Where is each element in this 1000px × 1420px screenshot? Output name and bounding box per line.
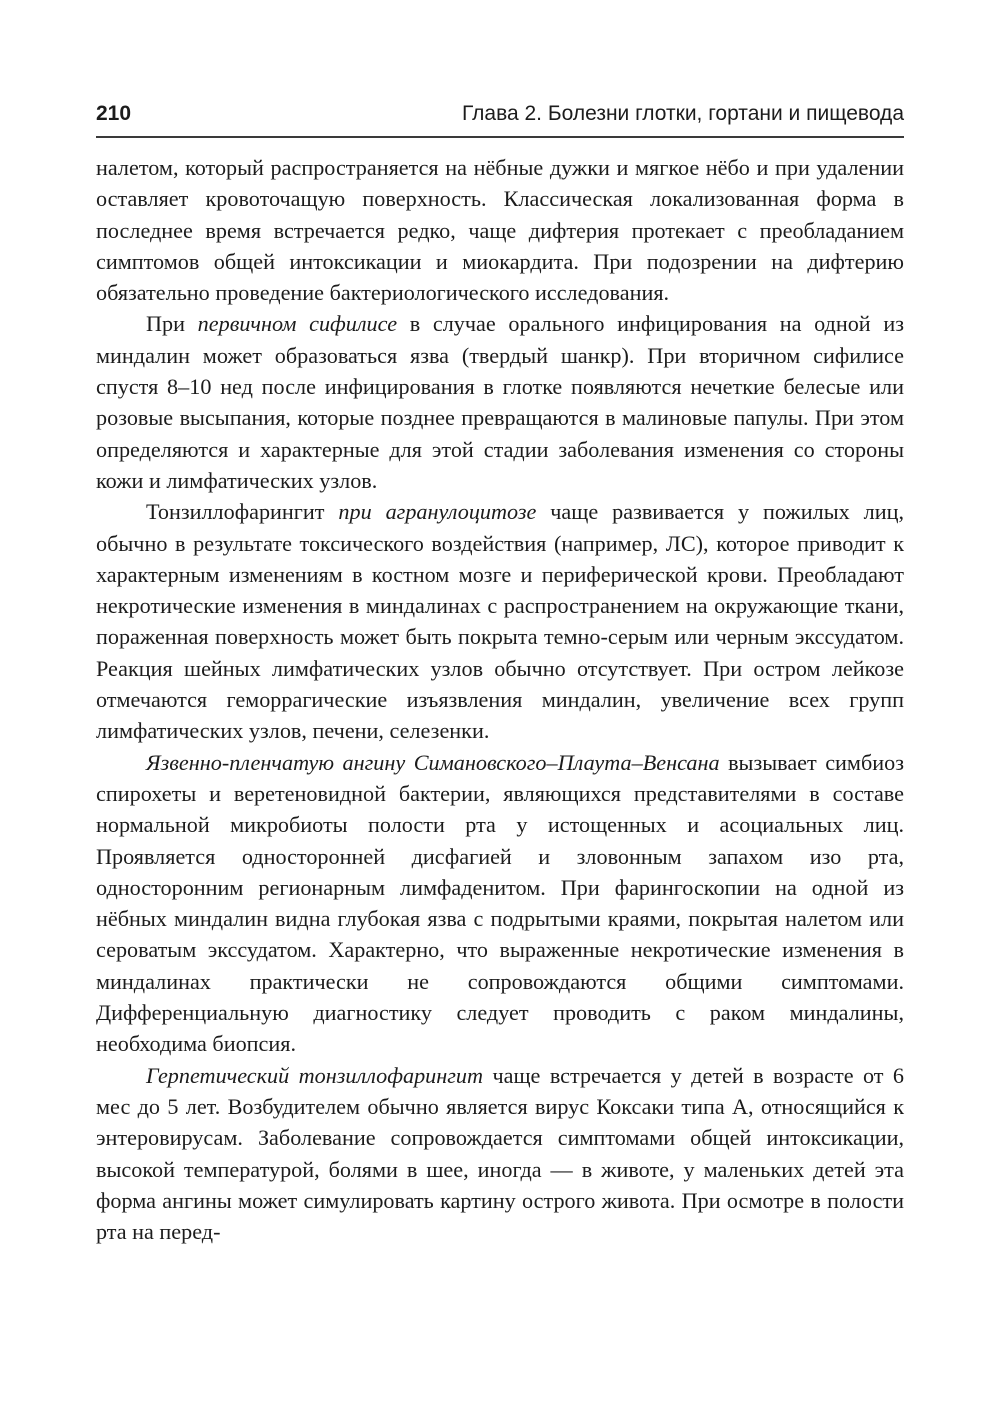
- paragraph-text: в случае орального инфицирования на одной из миндалин может образоваться язва (твердый шанкр). При вторичном сифилисе спустя 8–10 нед после инфицирования в глотке появляются нечеткие белесые или розовые высыпания, которые позднее превращаются в малиновые папулы. При этом определяются и характерные для этой стадии заболевания изменения со стороны кожи и лимфатических узлов.: [96, 311, 904, 493]
- header-rule: [96, 136, 904, 138]
- paragraph-text: При: [146, 311, 198, 337]
- paragraph-text: налетом, который распространяется на нёбные дужки и мягкое нёбо и при удалении оставляет кровоточащую поверхность. Классическая локализованная форма в последнее время встречается редко, чаще дифтерия протекает с преобладанием симптомов общей интоксикации и миокардита. При подозрении на дифтерию обязательно проведение бактериологического исследования.: [96, 155, 904, 306]
- paragraph-herpetic-tonsillopharyngitis: [96, 1060, 904, 1248]
- italic-term-vincent-angina: Язвенно-пленчатую ангину Симановского–Плаута–Венсана: [146, 749, 720, 775]
- page-number: 210: [96, 102, 132, 125]
- paragraph-agranulocytosis: [96, 496, 904, 746]
- chapter-title: Глава 2. Болезни глотки, гортани и пищевода: [461, 102, 904, 125]
- paragraph-text: вызывает симбиоз спирохеты и веретеновидной бактерии, являющихся представителями в составе нормальной микробиоты полости рта у истощенных и асоциальных лиц. Проявляется односторонней дисфагией и зловонным запахом изо рта, односторонним регионарным лимфаденитом. При фарингоскопии на одной из нёбных миндалин видна глубокая язва с подрытыми краями, покрытая налетом или сероватым экссудатом. Характерно, что выраженные некротические изменения в миндалинах практически не сопровождаются общими симптомами. Дифференциальную диагностику следует проводить с раком миндалины, необходима биопсия.: [96, 749, 904, 1057]
- italic-term-agranulocytosis: при агранулоцитозе: [338, 499, 537, 525]
- paragraph-text: чаще встречается у детей в возрасте от 6 мес до 5 лет. Возбудителем обычно является вирус Коксаки типа А, относящийся к энтеровирусам. Заболевание сопровождается симптомами общей интоксикации, высокой температурой, болями в шее, иногда — в животе, у маленьких детей эта форма ангины может симулировать картину острого живота. При осмотре в полости рта на перед-: [96, 1062, 904, 1245]
- paragraph-text: Тонзиллофарингит: [146, 499, 339, 525]
- paragraph-diphtheria-continued: [96, 152, 904, 308]
- running-head: [96, 100, 904, 134]
- body-text: [96, 152, 904, 1247]
- paragraph-vincent-angina: [96, 747, 904, 1060]
- paragraph-syphilis: [96, 308, 904, 496]
- italic-term-primary-syphilis: первичном сифилисе: [197, 311, 398, 337]
- italic-term-herpetic-tonsillopharyngitis: Герпетический тонзиллофарингит: [146, 1062, 484, 1088]
- paragraph-text: чаще развивается у пожилых лиц, обычно в результате токсического воздействия (например, ЛС), которое приводит к характерным изменениям в костном мозге и периферической крови. Преобладают некротические изменения в миндалинах с распространением на окружающие ткани, пораженная поверхность может быть покрыта темно-серым или черным экссудатом. Реакция шейных лимфатических узлов обычно отсутствует. При остром лейкозе отмечаются геморрагические изъязвления миндалин, увеличение всех групп лимфатических узлов, печени, селезенки.: [96, 499, 904, 744]
